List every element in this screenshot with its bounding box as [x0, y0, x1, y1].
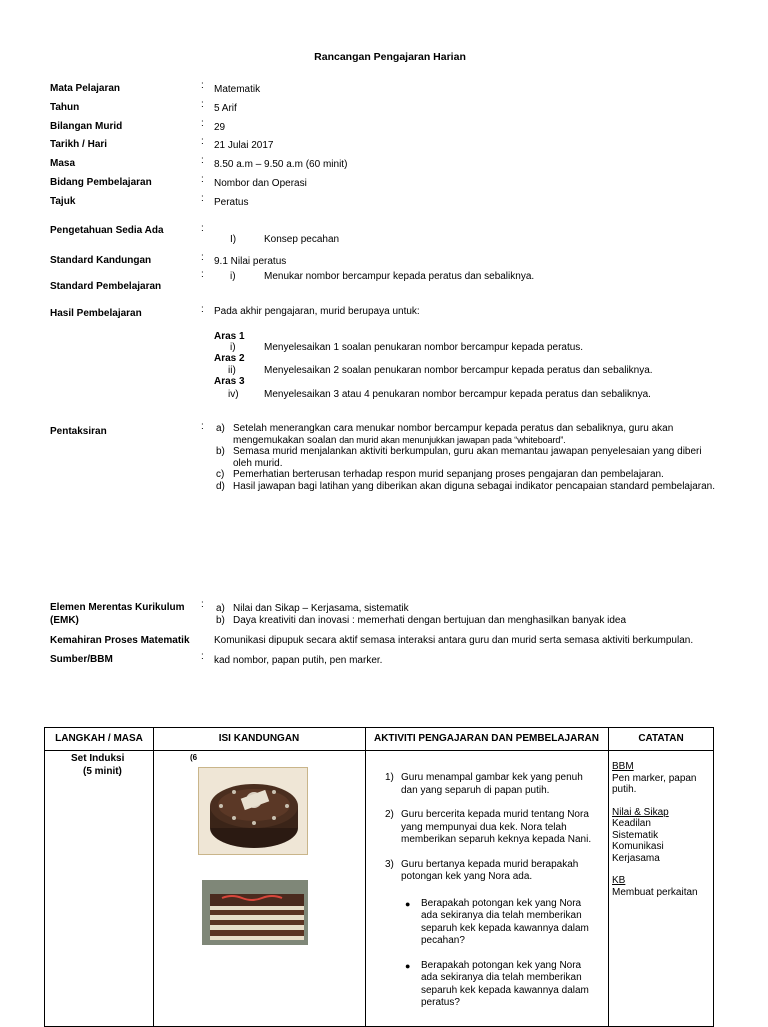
- list-item: ● Berapakah potongan kek yang Nora ada sekiranya dia telah memberikan separuh kek kepada kawannya dalam peratus?: [405, 959, 589, 1008]
- header-aktiviti: AKTIVITI PENGAJARAN DAN PEMBELAJARAN: [373, 733, 599, 744]
- colon: :: [201, 651, 204, 662]
- emk-label: Elemen Merentas Kurikulum: [50, 602, 185, 613]
- list-item: c) Pemerhatian berterusan terhadap respon murid sepanjang proses pengajaran dan pembelajaran.: [216, 469, 664, 480]
- colon: :: [201, 193, 204, 204]
- isi-marker: (6: [190, 753, 198, 762]
- sumber-label: Sumber/BBM: [50, 654, 113, 665]
- aras-3-text: Menyelesaikan 3 atau 4 penukaran nombor bercampur kepada peratus dan sebaliknya.: [264, 389, 651, 400]
- aras-1-marker: i): [230, 342, 236, 353]
- pengetahuan-text: Konsep pecahan: [264, 234, 340, 245]
- kemahiran-label: Kemahiran Proses Matematik: [50, 635, 190, 646]
- list-item: oleh murid.: [233, 457, 283, 469]
- list-item: a) Nilai dan Sikap – Kerjasama, sistematik: [216, 603, 409, 614]
- list-item: b) Semasa murid menjalankan aktiviti berkumpulan, guru akan memantau jawapan penyelesaian yang diberi: [216, 446, 702, 457]
- document-title: Rancangan Pengajaran Harian: [314, 51, 466, 63]
- hasil-label: Hasil Pembelajaran: [50, 308, 142, 319]
- colon: :: [201, 304, 204, 315]
- field-value: Peratus: [214, 197, 249, 208]
- aras-2-title: Aras 2: [214, 353, 245, 364]
- field-label: Masa: [50, 158, 76, 169]
- header-langkah: LANGKAH / MASA: [55, 733, 143, 744]
- aras-1-text: Menyelesaikan 1 soalan penukaran nombor bercampur kepada peratus.: [264, 342, 584, 353]
- colon: :: [201, 99, 204, 110]
- pengetahuan-marker: I): [230, 234, 237, 245]
- field-label: Tajuk: [50, 196, 76, 207]
- list-item: 2) Guru bercerita kepada murid tentang Nora yang mempunyai dua kek. Nora telah memberikan separuh keknya kepada Nani.: [385, 809, 592, 845]
- sumber-value: kad nombor, papan putih, pen marker.: [214, 655, 383, 666]
- kemahiran-value: Komunikasi dipupuk secara aktif semasa interaksi antara guru dan murid serta semasa aktiviti berkumpulan.: [214, 635, 694, 646]
- colon: :: [201, 155, 204, 166]
- pengetahuan-label: Pengetahuan Sedia Ada: [50, 225, 164, 236]
- field-label: Bilangan Murid: [50, 121, 123, 132]
- aras-2-marker: ii): [228, 365, 236, 376]
- field-label: Mata Pelajaran: [50, 83, 121, 94]
- list-item: a) Setelah menerangkan cara menukar nombor bercampur kepada peratus dan sebaliknya, guru akan: [216, 423, 674, 434]
- emk-list: [216, 603, 626, 626]
- field-value: Matematik: [214, 84, 261, 95]
- whole-cake-image: [198, 767, 308, 855]
- colon: :: [201, 599, 204, 610]
- colon: :: [201, 223, 204, 234]
- field-value: 5 Arif: [214, 103, 237, 114]
- standard-pembelajaran-label: Standard Pembelajaran: [50, 281, 162, 292]
- list-item: 1) Guru menampal gambar kek yang penuh dan yang separuh di papan putih.: [385, 772, 583, 796]
- colon: :: [201, 118, 204, 129]
- langkah-masa: (5 minit): [83, 766, 122, 777]
- colon: :: [201, 136, 204, 147]
- standard-pembelajaran-marker: i): [230, 271, 236, 282]
- list-item: b) Daya kreativiti dan inovasi : memerhati dengan bertujuan dan menghasilkan banyak idea: [216, 614, 627, 626]
- field-value: 29: [214, 122, 226, 133]
- aras-1-title: Aras 1: [214, 331, 245, 342]
- colon: :: [201, 269, 204, 280]
- field-value: 8.50 a.m – 9.50 a.m (60 minit): [214, 159, 348, 170]
- pentaksiran-label: Pentaksiran: [50, 426, 107, 437]
- header-isi: ISI KANDUNGAN: [218, 733, 300, 744]
- aras-2-text: Menyelesaikan 2 soalan penukaran nombor bercampur kepada peratus dan sebaliknya.: [264, 365, 653, 376]
- colon: :: [201, 80, 204, 91]
- standard-pembelajaran-text: Menukar nombor bercampur kepada peratus dan sebaliknya.: [264, 271, 535, 282]
- list-item: ● Berapakah potongan kek yang Nora ada sekiranya dia telah memberikan separuh kek kepada kawannya dalam pecahan?: [405, 897, 589, 946]
- field-label: Bidang Pembelajaran: [50, 177, 152, 188]
- lesson-table: [44, 727, 714, 1027]
- catatan: BBM Pen marker, papan putih. Nilai & Sikap Keadilan Sistematik Komunikasi Kerjasama KB Membuat perkaitan: [612, 761, 698, 898]
- aktiviti-list: [385, 772, 600, 1022]
- aras-3-marker: iv): [228, 389, 239, 400]
- field-value: Nombor dan Operasi: [214, 178, 307, 189]
- field-value: 21 Julai 2017: [214, 140, 274, 151]
- hasil-intro: Pada akhir pengajaran, murid berupaya untuk:: [214, 306, 420, 317]
- standard-kandungan-label: Standard Kandungan: [50, 255, 152, 266]
- colon: :: [201, 252, 204, 263]
- colon: :: [201, 174, 204, 185]
- aras-3-title: Aras 3: [214, 376, 245, 387]
- header-catatan: CATATAN: [638, 733, 684, 744]
- emk-label-abbr: (EMK): [50, 615, 79, 626]
- field-label: Tarikh / Hari: [50, 139, 108, 150]
- list-item: d) Hasil jawapan bagi latihan yang diberikan akan diguna sebagai indikator pencapaian standard pembelajaran.: [216, 480, 716, 492]
- colon: :: [201, 421, 204, 432]
- standard-kandungan-value: 9.1 Nilai peratus: [214, 256, 287, 267]
- list-item: mengemukakan soalan dan murid akan menunjukkan jawapan pada “whiteboard”.: [233, 434, 566, 446]
- half-cake-image: [202, 880, 308, 945]
- langkah-title: Set Induksi: [71, 753, 125, 764]
- list-item: 3) Guru bertanya kepada murid berapakah potongan kek yang Nora ada.: [385, 858, 579, 882]
- pentaksiran-list: [216, 423, 715, 492]
- field-label: Tahun: [50, 102, 80, 113]
